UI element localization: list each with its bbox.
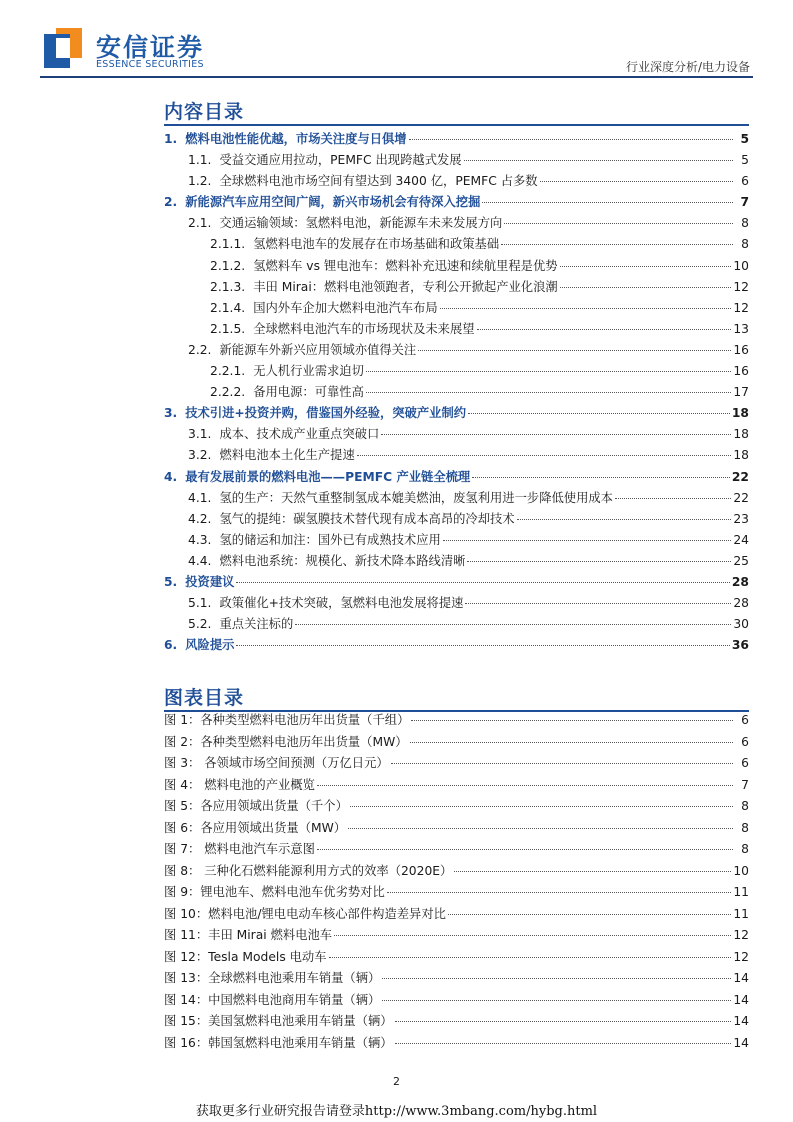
toc-entry-number: 6. (164, 638, 178, 653)
toc-entry-number: 2.2. (188, 342, 212, 357)
header-divider (40, 76, 753, 78)
toc-entry-page: 18 (733, 448, 749, 463)
toc-entry[interactable] (164, 530, 749, 551)
essence-logo-icon (44, 28, 84, 68)
dot-leader (468, 413, 730, 414)
dot-leader (517, 519, 732, 520)
toc-entry-number: 3.2. (188, 448, 212, 463)
dot-leader (391, 763, 733, 764)
toc-entry-title: 燃料电池性能优越，市场关注度与日俱增 (185, 132, 407, 146)
figure-entry-page: 14 (733, 1014, 749, 1028)
toc-entry[interactable] (164, 340, 749, 361)
dot-leader (560, 287, 732, 288)
page-number: 2 (393, 1075, 400, 1088)
toc-entry-page: 28 (733, 596, 749, 611)
toc-entry-title: 无人机行业需求迫切 (253, 364, 364, 379)
toc-entry-page: 13 (733, 321, 749, 336)
toc-entry[interactable] (164, 256, 749, 277)
toc-entry-number: 2.1. (188, 216, 212, 231)
dot-leader (381, 434, 731, 435)
toc-entry-number: 2. (164, 195, 178, 210)
toc-entry-title: 氢燃料车 vs 锂电池车：燃料补充迅速和续航里程是优势 (253, 258, 558, 273)
toc-entry[interactable] (164, 572, 749, 593)
figure-entry[interactable] (164, 753, 749, 775)
figure-entry-page: 11 (733, 885, 749, 899)
dot-leader (465, 603, 731, 604)
figure-entry-title: 图 8： 三种化石燃料能源利用方式的效率（2020E） (164, 863, 453, 878)
figure-entry[interactable] (164, 710, 749, 732)
toc-entry-number: 2.2.2. (210, 385, 246, 400)
toc-entry[interactable] (164, 403, 749, 424)
toc-entry-number: 4.2. (188, 511, 212, 526)
toc-entry[interactable] (164, 382, 749, 403)
toc-entry-page: 8 (741, 237, 749, 252)
dot-leader (615, 498, 731, 499)
figure-entry-page: 10 (733, 863, 749, 878)
figure-entry-page: 12 (733, 928, 749, 942)
figure-entry-title: 图 12：Tesla Models 电动车 (164, 949, 327, 964)
toc-entry-title: 政策催化+技术突破，氢燃料电池发展将提速 (219, 596, 464, 611)
dot-leader (409, 139, 733, 140)
figure-entry[interactable] (164, 990, 749, 1012)
toc-entry-number: 1.1. (188, 153, 212, 168)
toc-entry-title: 投资建议 (185, 574, 235, 589)
figure-entry[interactable] (164, 732, 749, 754)
dot-leader (504, 223, 733, 224)
figure-entry-title: 图 16：韩国氢燃料电池乘用车销量（辆） (164, 1035, 393, 1050)
figure-entry-page: 8 (741, 799, 749, 813)
figure-entry[interactable] (164, 839, 749, 861)
toc-entry-page: 24 (733, 532, 749, 547)
dot-leader (295, 624, 731, 625)
toc-entry-page: 23 (733, 511, 749, 526)
figure-entry-title: 图 6：各应用领域出货量（MW） (164, 820, 347, 835)
toc-entry[interactable] (164, 551, 749, 572)
figure-entry-page: 6 (741, 734, 749, 749)
toc-entry-title: 丰田 Mirai：燃料电池领跑者，专利公开掀起产业化浪潮 (253, 279, 558, 294)
toc-entry-number: 4.1. (188, 490, 212, 505)
dot-leader (395, 1043, 732, 1044)
figure-entry-title: 图 2：各种类型燃料电池历年出货量（MW） (164, 734, 408, 749)
figure-entry-title: 图 14：中国燃料电池商用车销量（辆） (164, 992, 381, 1007)
toc-entry-page: 28 (731, 574, 749, 589)
toc-entry-title: 技术引进+投资并购，借鉴国外经验，突破产业制约 (185, 406, 467, 421)
toc-entry-page: 22 (731, 469, 749, 484)
figure-entry[interactable] (164, 947, 749, 969)
toc-entry[interactable] (164, 129, 749, 150)
toc-entry[interactable] (164, 319, 749, 340)
toc-entry[interactable] (164, 150, 749, 171)
toc-entry[interactable] (164, 445, 749, 466)
dot-leader (540, 181, 733, 182)
toc-entry-page: 6 (741, 174, 749, 189)
toc-entry-page: 12 (733, 279, 749, 294)
figure-entry[interactable] (164, 818, 749, 840)
toc-entry-number: 4. (164, 469, 178, 484)
toc-entry[interactable] (164, 213, 749, 234)
toc-entry-number: 4.3. (188, 532, 212, 547)
toc-entry-title: 交通运输领域：氢燃料电池，新能源车未来发展方向 (219, 216, 503, 231)
toc-entry[interactable] (164, 277, 749, 298)
toc-entry-number: 2.1.5. (210, 321, 246, 336)
toc-entry-number: 1. (164, 132, 178, 146)
toc-entry[interactable] (164, 298, 749, 319)
toc-entry-title: 燃料电池系统：规模化、新技术降本路线清晰 (219, 553, 466, 568)
figure-entry[interactable] (164, 1033, 749, 1055)
dot-leader (382, 1000, 731, 1001)
toc-entry-number: 3. (164, 406, 178, 421)
toc-entry[interactable] (164, 192, 749, 213)
dot-leader (329, 957, 732, 958)
toc-list (164, 129, 749, 656)
toc-entry[interactable] (164, 614, 749, 635)
dot-leader (236, 582, 729, 583)
dot-leader (464, 160, 733, 161)
toc-entry-title: 重点关注标的 (219, 617, 294, 632)
toc-entry-page: 10 (733, 258, 749, 273)
toc-entry-title: 全球燃料电池市场空间有望达到 3400 亿，PEMFC 占多数 (219, 174, 538, 189)
dot-leader (334, 935, 731, 936)
dot-leader (410, 742, 733, 743)
dot-leader (387, 892, 732, 893)
toc-entry[interactable] (164, 361, 749, 382)
toc-entry-page: 5 (741, 153, 749, 168)
toc-entry-number: 1.2. (188, 174, 212, 189)
dot-leader (501, 244, 733, 245)
dot-leader (472, 477, 730, 478)
toc-entry[interactable] (164, 234, 749, 255)
dot-leader (440, 308, 732, 309)
dot-leader (467, 561, 731, 562)
toc-entry[interactable] (164, 593, 749, 614)
toc-entry-title: 氢的生产：天然气重整制氢成本媲美燃油，废氢利用进一步降低使用成本 (219, 490, 613, 505)
toc-entry-number: 2.1.1. (210, 237, 246, 252)
figure-entry[interactable] (164, 775, 749, 797)
toc-entry-title: 风险提示 (185, 638, 235, 653)
toc-entry[interactable] (164, 424, 749, 445)
figure-entry-page: 8 (741, 842, 749, 856)
figure-entry[interactable] (164, 1011, 749, 1033)
toc-entry-title: 受益交通应用拉动，PEMFC 出现跨越式发展 (219, 153, 462, 168)
toc-entry-title: 国内外车企加大燃料电池汽车布局 (253, 300, 438, 315)
toc-entry-number: 5.1. (188, 596, 212, 611)
dot-leader (317, 785, 733, 786)
figure-entry-title: 图 9：锂电池车、燃料电池车优劣势对比 (164, 885, 385, 899)
brand-name-en: ESSENCE SECURITIES (96, 59, 204, 70)
toc-entry-number: 5. (164, 574, 178, 589)
figure-entry-title: 图 7： 燃料电池汽车示意图 (164, 842, 315, 856)
toc-entry-title: 备用电源：可靠性高 (253, 385, 364, 400)
figure-entry-page: 7 (741, 777, 749, 792)
toc-entry[interactable] (164, 509, 749, 530)
toc-entry-page: 30 (733, 617, 749, 632)
figure-entry-title: 图 3： 各领域市场空间预测（万亿日元） (164, 756, 389, 770)
figure-entry-page: 11 (733, 906, 749, 921)
toc-entry-page: 17 (733, 385, 749, 400)
figure-entry[interactable] (164, 861, 749, 883)
dot-leader (366, 392, 731, 393)
toc-entry-page: 22 (733, 490, 749, 505)
toc-entry-page: 16 (733, 364, 749, 379)
toc-entry[interactable] (164, 635, 749, 656)
toc-entry-title: 氢燃料电池车的发展存在市场基础和政策基础 (253, 237, 500, 252)
dot-leader (366, 371, 731, 372)
toc-entry-title: 燃料电池本土化生产提速 (219, 448, 355, 463)
toc-entry-number: 2.1.2. (210, 258, 246, 273)
toc-entry-page: 18 (733, 427, 749, 442)
toc-entry[interactable] (164, 488, 749, 509)
figure-entry[interactable] (164, 904, 749, 926)
toc-entry-number: 4.4. (188, 553, 212, 568)
figure-entry-page: 6 (741, 756, 749, 770)
toc-entry-title: 新能源汽车应用空间广阔，新兴市场机会有待深入挖掘 (185, 195, 481, 210)
figure-entry-title: 图 10：燃料电池/锂电电动车核心部件构造差异对比 (164, 906, 446, 921)
toc-title: 内容目录 (164, 101, 245, 123)
toc-entry-number: 2.1.3. (210, 279, 246, 294)
report-type: 行业深度分析/电力设备 (625, 60, 750, 74)
dot-leader (317, 849, 733, 850)
figure-entry-title: 图 1：各种类型燃料电池历年出货量（千组） (164, 713, 410, 727)
toc-entry-page: 25 (733, 553, 749, 568)
toc-entry-number: 2.2.1. (210, 364, 246, 379)
figure-entry-title: 图 15：美国氢燃料电池乘用车销量（辆） (164, 1014, 393, 1028)
toc-entry-page: 8 (741, 216, 749, 231)
figure-entry-title: 图 11：丰田 Mirai 燃料电池车 (164, 928, 333, 942)
figure-entry[interactable] (164, 796, 749, 818)
dot-leader (418, 350, 731, 351)
dot-leader (482, 202, 733, 203)
brand-name-cn: 安信证券 (96, 33, 205, 62)
toc-entry-page: 18 (731, 406, 749, 421)
dot-leader (560, 266, 732, 267)
toc-title-divider (164, 124, 749, 126)
toc-entry-page: 16 (733, 342, 749, 357)
figure-entry[interactable] (164, 925, 749, 947)
dot-leader (395, 1021, 732, 1022)
dot-leader (382, 978, 731, 979)
figure-entry-title: 图 4： 燃料电池的产业概览 (164, 777, 315, 792)
figure-entry-page: 8 (741, 820, 749, 835)
figure-entry[interactable] (164, 882, 749, 904)
figure-entry-page: 14 (733, 971, 749, 985)
dot-leader (411, 720, 733, 721)
dot-leader (348, 828, 733, 829)
toc-entry-title: 全球燃料电池汽车的市场现状及未来展望 (253, 321, 475, 336)
dot-leader (350, 806, 733, 807)
dot-leader (357, 455, 732, 456)
toc-entry-number: 5.2. (188, 617, 212, 632)
footer-link-text[interactable]: 获取更多行业研究报告请登录http://www.3mbang.com/hybg.html (195, 1104, 598, 1119)
toc-entry-title: 氢的储运和加注：国外已有成熟技术应用 (219, 532, 441, 547)
toc-entry-page: 36 (731, 638, 749, 653)
dot-leader (448, 914, 731, 915)
toc-entry-number: 3.1. (188, 427, 212, 442)
toc-entry-title: 新能源车外新兴应用领域亦值得关注 (219, 342, 417, 357)
figure-entry[interactable] (164, 968, 749, 990)
toc-entry-title: 最有发展前景的燃料电池——PEMFC 产业链全梳理 (185, 469, 471, 484)
toc-entry-title: 成本、技术成产业重点突破口 (219, 427, 380, 442)
toc-entry-page: 12 (733, 300, 749, 315)
dot-leader (443, 540, 732, 541)
dot-leader (477, 329, 732, 330)
toc-entry[interactable] (164, 467, 749, 488)
toc-entry-page: 7 (740, 195, 749, 210)
figures-title: 图表目录 (164, 687, 245, 709)
figure-entry-page: 14 (733, 1035, 749, 1050)
figure-entry-page: 12 (733, 949, 749, 964)
toc-entry-page: 5 (740, 132, 749, 146)
dot-leader (236, 645, 729, 646)
toc-entry-title: 氢气的提纯：碳氢膜技术替代现有成本高昂的冷却技术 (219, 511, 515, 526)
figure-entry-page: 14 (733, 992, 749, 1007)
toc-entry[interactable] (164, 171, 749, 192)
figure-entry-title: 图 5：各应用领域出货量（千个） (164, 799, 348, 813)
dot-leader (454, 871, 731, 872)
toc-entry-number: 2.1.4. (210, 300, 246, 315)
figure-entry-page: 6 (741, 713, 749, 727)
figures-list (164, 710, 749, 1054)
figure-entry-title: 图 13：全球燃料电池乘用车销量（辆） (164, 971, 381, 985)
